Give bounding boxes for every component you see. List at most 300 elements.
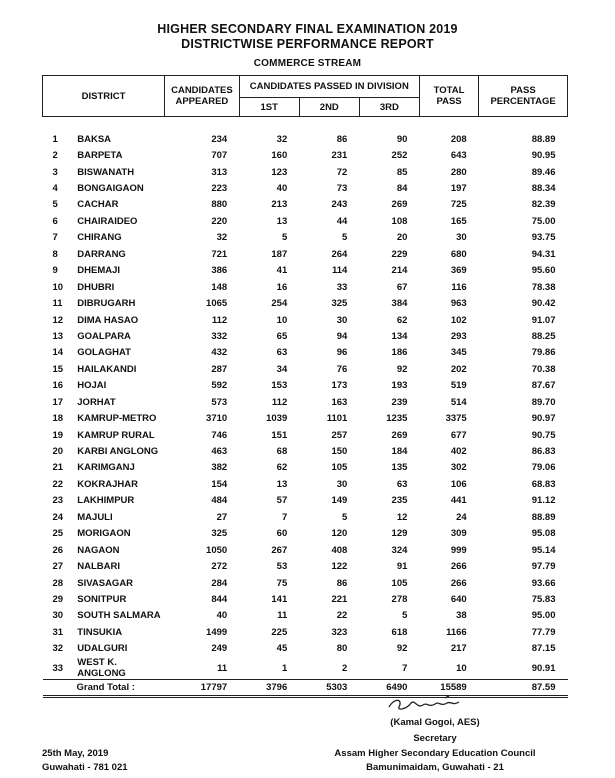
appeared-value: 592: [211, 380, 228, 392]
div1-value: 63: [276, 347, 288, 359]
total-pass-value: 24: [456, 511, 467, 523]
div3-value: 108: [391, 215, 408, 227]
issue-place: Guwahati - 781 021: [42, 762, 128, 773]
appeared-value: 332: [211, 330, 228, 342]
district-name: CHIRANG: [77, 232, 122, 244]
div1-value: 62: [276, 462, 288, 474]
table-row: [43, 624, 568, 640]
div1-value: 153: [271, 380, 288, 392]
div1-value: 5: [281, 232, 288, 244]
district-name: KOKRAJHAR: [77, 478, 138, 490]
div2-value: 264: [331, 248, 348, 260]
div3-value: 20: [396, 232, 408, 244]
row-number: 27: [52, 561, 64, 573]
pass-percentage-value: 87.15: [531, 643, 556, 655]
table-row: [43, 443, 568, 459]
appeared-value: 1065: [206, 298, 228, 310]
appeared-value: 27: [216, 511, 228, 523]
performance-table: [42, 75, 568, 698]
row-number: 22: [52, 478, 64, 490]
div1-value: 151: [271, 429, 288, 441]
total-pass-header: TOTAL PASS: [419, 76, 478, 117]
total-pass-value: 402: [450, 446, 467, 458]
table-row: [43, 312, 568, 328]
total-pass-value: 309: [450, 528, 467, 540]
div2-value: 72: [336, 166, 348, 178]
table-row: [43, 295, 568, 311]
row-number: 17: [52, 396, 64, 408]
div2-value: 408: [331, 544, 348, 556]
div2-value: 221: [331, 593, 348, 605]
appeared-value: 707: [211, 150, 228, 162]
appeared-value: 112: [211, 314, 228, 326]
div1-value: 187: [271, 248, 288, 260]
div1-value: 13: [276, 478, 288, 490]
pass-percentage-value: 68.83: [531, 478, 556, 490]
div2-value: 257: [331, 429, 348, 441]
table-row: [43, 608, 568, 624]
issue-date: 25th May, 2019: [42, 748, 109, 759]
appeared-value: 1050: [206, 544, 228, 556]
table-row: [43, 263, 568, 279]
pass-percentage-value: 88.89: [531, 511, 556, 523]
table-row: [43, 460, 568, 476]
div2-value: 94: [336, 330, 348, 342]
appeared-value: 3710: [206, 413, 228, 425]
pass-percentage-value: 79.86: [531, 347, 556, 359]
div2-value: 73: [336, 183, 348, 195]
div1-value: 65: [276, 330, 288, 342]
pass-percentage-value: 95.00: [531, 610, 556, 622]
div3-value: 384: [391, 298, 408, 310]
div1-value: 10: [276, 314, 288, 326]
row-number: 1: [52, 133, 58, 145]
pass-percentage-value: 89.70: [531, 396, 556, 408]
appeared-value: 287: [211, 363, 228, 375]
pass-percentage-value: 78.38: [531, 281, 556, 293]
div3-value: 324: [391, 544, 408, 556]
row-number: 4: [52, 183, 58, 195]
appeared-value: 313: [211, 166, 228, 178]
district-name: SOUTH SALMARA: [77, 610, 161, 622]
div2-value: 120: [331, 528, 348, 540]
district-name: DHUBRI: [77, 281, 115, 293]
district-name: UDALGURI: [77, 643, 128, 655]
div3-value: 618: [391, 626, 408, 638]
table-row: [43, 509, 568, 525]
grand-total-div1: 3796: [239, 680, 299, 697]
table-row: [43, 542, 568, 558]
appeared-value: 223: [211, 183, 228, 195]
table-row: [43, 526, 568, 542]
row-number: 24: [52, 511, 64, 523]
div3-value: 235: [391, 495, 408, 507]
div2-value: 149: [331, 495, 348, 507]
appeared-value: 11: [217, 662, 228, 674]
district-name: HOJAI: [77, 380, 107, 392]
pass-percentage-value: 88.25: [531, 330, 556, 342]
total-pass-value: 345: [450, 347, 467, 359]
div3-value: 269: [391, 199, 408, 211]
row-number: 23: [52, 495, 64, 507]
appeared-header: CANDIDATES APPEARED: [165, 76, 240, 117]
report-subtitle: DISTRICTWISE PERFORMANCE REPORT: [181, 37, 434, 51]
table-row: [43, 476, 568, 492]
pass-percentage-value: 88.34: [531, 183, 556, 195]
grand-total-row: [43, 680, 568, 697]
row-number: 13: [52, 330, 64, 342]
district-name: KARIMGANJ: [77, 462, 135, 474]
div3-value: 5: [402, 610, 408, 622]
district-name: MORIGAON: [77, 528, 131, 540]
district-name: BARPETA: [77, 150, 123, 162]
pass-percentage-value: 95.14: [531, 544, 556, 556]
appeared-value: 484: [211, 495, 228, 507]
div2-value: 163: [331, 396, 348, 408]
pass-percentage-header: PASS PERCENTAGE: [479, 76, 568, 117]
appeared-value: 386: [211, 265, 228, 277]
total-pass-value: 643: [450, 150, 467, 162]
table-row: [43, 230, 568, 246]
pass-percentage-value: 93.75: [531, 232, 556, 244]
div1-header: 1ST: [239, 98, 299, 117]
total-pass-value: 3375: [445, 413, 467, 425]
district-name: SIVASAGAR: [77, 577, 134, 589]
div2-value: 323: [331, 626, 348, 638]
div3-value: 105: [391, 577, 408, 589]
total-pass-value: 106: [450, 478, 467, 490]
appeared-value: 880: [211, 199, 228, 211]
appeared-value: 249: [211, 643, 228, 655]
grand-total-appeared: 17797: [165, 680, 240, 697]
div2-value: 33: [336, 281, 348, 293]
council-address: Bamunimaidam, Guwahati - 21: [366, 762, 504, 773]
district-header: DISTRICT: [43, 76, 165, 117]
div3-value: 90: [396, 133, 408, 145]
row-number: 21: [52, 462, 64, 474]
pass-percentage-value: 90.95: [531, 150, 556, 162]
pass-percentage-value: 90.75: [531, 429, 556, 441]
pass-percentage-value: 90.97: [531, 413, 556, 425]
total-pass-value: 680: [450, 248, 467, 260]
appeared-value: 721: [211, 248, 228, 260]
row-number: 9: [52, 265, 58, 277]
pass-percentage-value: 87.67: [531, 380, 556, 392]
table-row: [43, 493, 568, 509]
div2-value: 30: [336, 314, 348, 326]
district-name: WEST K. ANGLONG: [77, 657, 126, 679]
total-pass-value: 102: [450, 314, 467, 326]
div1-value: 53: [276, 561, 288, 573]
council-name: Assam Higher Secondary Education Council: [334, 748, 536, 759]
div3-value: 63: [396, 478, 408, 490]
div3-value: 269: [391, 429, 408, 441]
district-name: JORHAT: [77, 396, 116, 408]
district-name: BAKSA: [77, 133, 112, 145]
total-pass-value: 266: [450, 561, 467, 573]
div3-value: 84: [396, 183, 408, 195]
row-number: 12: [52, 314, 64, 326]
pass-percentage-value: 88.89: [531, 133, 556, 145]
appeared-value: 220: [211, 215, 228, 227]
total-pass-value: 266: [450, 577, 467, 589]
appeared-value: 325: [211, 528, 228, 540]
row-number: 18: [52, 413, 64, 425]
div2-value: 243: [331, 199, 348, 211]
signature-image: [385, 693, 475, 715]
district-name: CACHAR: [77, 199, 119, 211]
district-name: DIMA HASAO: [77, 314, 139, 326]
div2-value: 105: [331, 462, 348, 474]
pass-percentage-value: 75.00: [531, 215, 556, 227]
total-pass-value: 30: [456, 232, 467, 244]
row-number: 14: [52, 347, 64, 359]
div2-value: 122: [331, 561, 348, 573]
pass-percentage-value: 79.06: [531, 462, 556, 474]
pass-percentage-value: 90.91: [531, 662, 556, 674]
row-number: 8: [52, 248, 58, 260]
appeared-value: 573: [211, 396, 228, 408]
div2-value: 114: [332, 265, 348, 277]
stream-label: COMMERCE STREAM: [253, 58, 362, 69]
total-pass-value: 197: [450, 183, 467, 195]
div3-header: 3RD: [359, 98, 419, 117]
pass-percentage-value: 86.83: [531, 446, 556, 458]
table-row: [43, 131, 568, 147]
appeared-value: 382: [211, 462, 228, 474]
district-name: NAGAON: [77, 544, 120, 556]
div2-value: 86: [336, 577, 348, 589]
div2-value: 325: [331, 298, 348, 310]
div1-value: 123: [271, 166, 288, 178]
row-number: 25: [52, 528, 64, 540]
total-pass-value: 293: [450, 330, 467, 342]
row-number: 15: [52, 363, 64, 375]
pass-percentage-value: 90.42: [531, 298, 556, 310]
div1-value: 68: [276, 446, 288, 458]
table-row: [43, 361, 568, 377]
div3-value: 7: [402, 662, 408, 674]
table-row: [43, 558, 568, 574]
div3-value: 134: [391, 330, 408, 342]
row-number: 16: [52, 380, 64, 392]
div2-value: 5: [342, 511, 348, 523]
div1-value: 41: [276, 265, 288, 277]
div3-value: 229: [391, 248, 408, 260]
div1-value: 13: [276, 215, 288, 227]
div1-value: 1: [281, 662, 288, 674]
district-name: GOALPARA: [77, 330, 131, 342]
div3-value: 239: [391, 396, 408, 408]
div1-value: 34: [276, 363, 288, 375]
total-pass-value: 10: [456, 662, 467, 674]
table-row: [43, 197, 568, 213]
appeared-value: 234: [211, 133, 228, 145]
table-row: [43, 345, 568, 361]
table-row: [43, 591, 568, 607]
signatory-name: (Kamal Gogoi, AES): [390, 717, 480, 728]
row-number: 10: [52, 281, 64, 293]
row-number: 32: [52, 643, 64, 655]
grand-total-percentage: 87.59: [479, 680, 568, 697]
div2-value: 22: [336, 610, 348, 622]
pass-percentage-value: 97.79: [531, 561, 556, 573]
row-number: 30: [52, 610, 64, 622]
pass-percentage-value: 77.79: [531, 626, 556, 638]
div1-value: 267: [271, 544, 288, 556]
div1-value: 60: [276, 528, 288, 540]
total-pass-value: 217: [450, 643, 467, 655]
report-title: HIGHER SECONDARY FINAL EXAMINATION 2019: [157, 22, 458, 36]
table-row: [43, 213, 568, 229]
div3-value: 91: [396, 561, 408, 573]
div2-value: 231: [331, 150, 348, 162]
grand-total-div2: 5303: [299, 680, 359, 697]
appeared-value: 272: [211, 561, 228, 573]
total-pass-value: 725: [450, 199, 467, 211]
district-name: DHEMAJI: [77, 265, 121, 277]
total-pass-value: 116: [451, 281, 467, 293]
district-name: TINSUKIA: [77, 626, 123, 638]
div2-header: 2ND: [299, 98, 359, 117]
district-name: KAMRUP-METRO: [77, 413, 157, 425]
grand-total-pass: 15589: [419, 680, 478, 697]
div2-value: 5: [342, 232, 348, 244]
total-pass-value: 514: [450, 396, 467, 408]
div2-value: 76: [336, 363, 348, 375]
div2-value: 96: [336, 347, 348, 359]
pass-percentage-value: 93.66: [531, 577, 556, 589]
total-pass-value: 38: [456, 610, 467, 622]
row-number: 5: [52, 199, 58, 211]
table-row: [43, 147, 568, 163]
div1-value: 225: [271, 626, 288, 638]
div2-value: 2: [342, 662, 348, 674]
passed-division-header: CANDIDATES PASSED IN DIVISION: [239, 76, 419, 98]
pass-percentage-value: 95.60: [531, 265, 556, 277]
div1-value: 1039: [266, 413, 288, 425]
appeared-value: 32: [216, 232, 228, 244]
total-pass-value: 302: [450, 462, 467, 474]
district-name: DARRANG: [77, 248, 126, 260]
table-row: [43, 328, 568, 344]
appeared-value: 463: [211, 446, 228, 458]
row-number: 29: [52, 593, 64, 605]
div3-value: 12: [396, 511, 408, 523]
div2-value: 30: [336, 478, 348, 490]
row-number: 20: [52, 446, 64, 458]
div2-value: 86: [336, 133, 348, 145]
row-number: 7: [52, 232, 58, 244]
div1-value: 16: [276, 281, 288, 293]
table-row: [43, 575, 568, 591]
total-pass-value: 640: [450, 593, 467, 605]
div1-value: 213: [271, 199, 288, 211]
appeared-value: 746: [211, 429, 228, 441]
total-pass-value: 208: [450, 133, 467, 145]
district-name: HAILAKANDI: [77, 363, 137, 375]
table-row: [43, 657, 568, 680]
district-name: LAKHIMPUR: [77, 495, 135, 507]
total-pass-value: 677: [450, 429, 467, 441]
pass-percentage-value: 95.08: [531, 528, 556, 540]
div3-value: 186: [391, 347, 408, 359]
pass-percentage-value: 70.38: [531, 363, 556, 375]
total-pass-value: 441: [450, 495, 467, 507]
district-name: BONGAIGAON: [77, 183, 144, 195]
div1-value: 160: [271, 150, 288, 162]
grand-total-div3: 6490: [359, 680, 419, 697]
div3-value: 193: [391, 380, 408, 392]
district-name: KAMRUP RURAL: [77, 429, 155, 441]
table-row: [43, 641, 568, 657]
div3-value: 67: [396, 281, 408, 293]
row-number: 26: [52, 544, 64, 556]
div1-value: 40: [276, 183, 288, 195]
row-number: 19: [52, 429, 64, 441]
table-row: [43, 279, 568, 295]
total-pass-value: 165: [450, 215, 467, 227]
grand-total-label: Grand Total :: [43, 680, 165, 697]
row-number: 28: [52, 577, 64, 589]
div3-value: 129: [391, 528, 408, 540]
div1-value: 45: [276, 643, 288, 655]
district-name: SONITPUR: [77, 593, 127, 605]
total-pass-value: 999: [450, 544, 467, 556]
signatory-designation: Secretary: [413, 733, 457, 744]
div2-value: 44: [336, 215, 348, 227]
div2-value: 80: [336, 643, 348, 655]
total-pass-value: 1166: [446, 626, 467, 638]
div2-value: 150: [331, 446, 348, 458]
table-row: [43, 427, 568, 443]
div3-value: 92: [396, 643, 408, 655]
table-row: [43, 394, 568, 410]
total-pass-value: 280: [450, 166, 467, 178]
div1-value: 112: [271, 396, 288, 408]
div3-value: 184: [391, 446, 408, 458]
district-name: MAJULI: [77, 511, 113, 523]
appeared-value: 148: [211, 281, 228, 293]
district-name: BISWANATH: [77, 166, 135, 178]
div3-value: 214: [391, 265, 408, 277]
total-pass-value: 202: [450, 363, 467, 375]
div1-value: 11: [277, 610, 288, 622]
district-name: KARBI ANGLONG: [77, 446, 159, 458]
pass-percentage-value: 91.07: [531, 314, 556, 326]
row-number: 6: [52, 215, 58, 227]
appeared-value: 154: [211, 478, 228, 490]
div2-value: 1101: [326, 413, 348, 425]
appeared-value: 284: [211, 577, 228, 589]
pass-percentage-value: 89.46: [531, 166, 556, 178]
total-pass-value: 963: [450, 298, 467, 310]
row-number: 11: [52, 298, 63, 310]
div1-value: 32: [276, 133, 288, 145]
div1-value: 7: [281, 511, 288, 523]
div2-value: 173: [331, 380, 348, 392]
appeared-value: 844: [211, 593, 228, 605]
table-row: [43, 180, 568, 196]
div3-value: 252: [391, 150, 408, 162]
total-pass-value: 369: [450, 265, 467, 277]
row-number: 33: [52, 662, 64, 674]
total-pass-value: 519: [450, 380, 467, 392]
table-row: [43, 378, 568, 394]
row-number: 31: [52, 626, 64, 638]
div3-value: 278: [391, 593, 408, 605]
div1-value: 254: [271, 298, 288, 310]
